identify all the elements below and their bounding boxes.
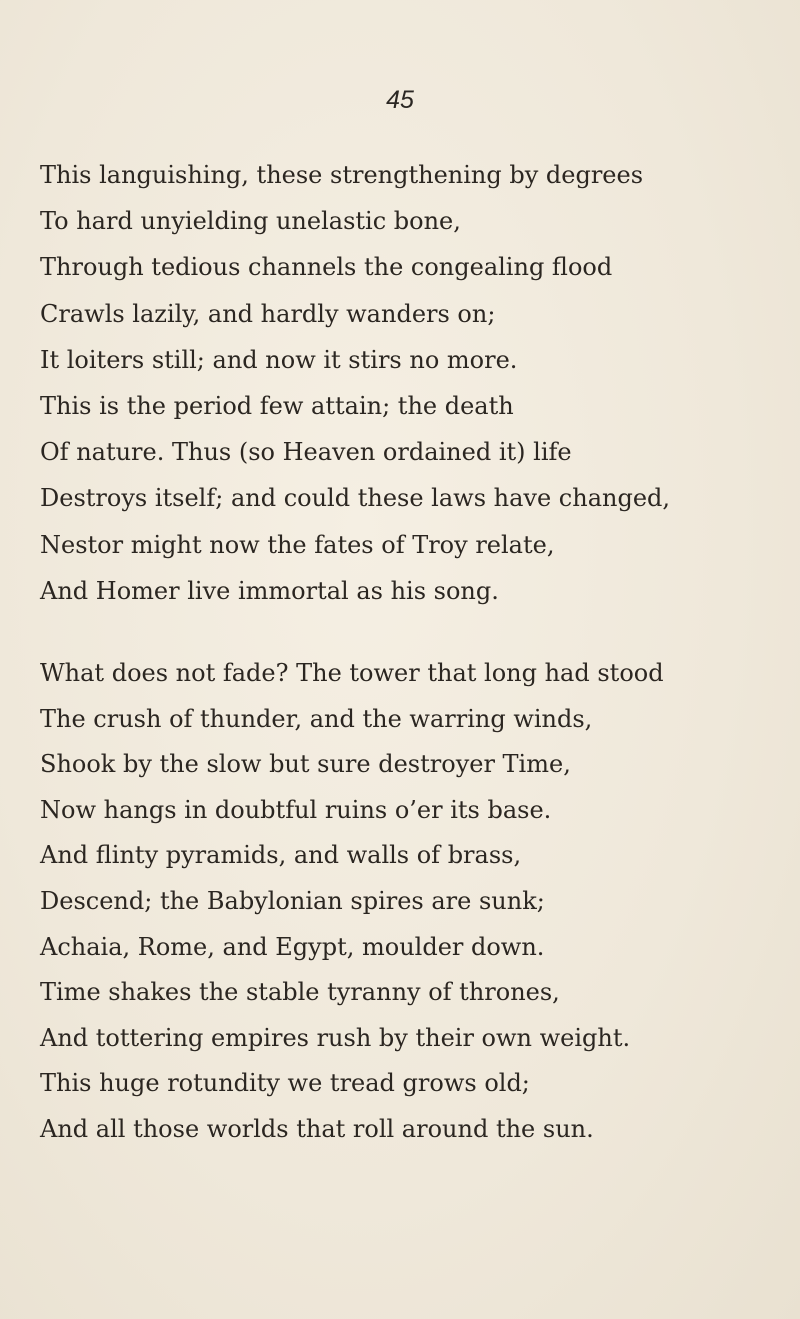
- poem-line: This huge rotundity we tread grows old;: [40, 1069, 530, 1098]
- stanza-1: [40, 152, 670, 614]
- poem-line: Shook by the slow but sure destroyer Time,: [40, 750, 571, 779]
- poem-line: And all those worlds that roll around the sun.: [40, 1114, 594, 1143]
- poem-line: Time shakes the stable tyranny of thrones,: [40, 978, 560, 1007]
- poem-line: It loiters still; and now it stirs no more.: [40, 345, 518, 374]
- poem-line: Now hangs in doubtful ruins o’er its base.: [40, 795, 552, 824]
- poem-line: This is the period few attain; the death: [40, 391, 514, 420]
- poem-line: Crawls lazily, and hardly wanders on;: [40, 299, 496, 328]
- poem-line: And Homer live immortal as his song.: [40, 576, 499, 605]
- poem-line: The crush of thunder, and the warring winds,: [40, 704, 593, 733]
- stanza-2: [40, 651, 664, 1153]
- page-number: 45: [386, 86, 414, 114]
- poem-line: And flinty pyramids, and walls of brass,: [40, 841, 522, 870]
- poem-line: This languishing, these strengthening by degrees: [40, 161, 644, 189]
- poem-line: And tottering empires rush by their own weight.: [40, 1023, 631, 1052]
- poem-line: Achaia, Rome, and Egypt, moulder down.: [40, 932, 545, 961]
- poem-line: Of nature. Thus (so Heaven ordained it) life: [40, 438, 572, 467]
- poem-line: Through tedious channels the congealing flood: [40, 253, 613, 282]
- poem-line: What does not fade? The tower that long had stood: [40, 659, 664, 687]
- poem-line: Destroys itself; and could these laws have changed,: [40, 484, 671, 513]
- poem-line: Nestor might now the fates of Troy relate,: [40, 530, 555, 559]
- poem-line: To hard unyielding unelastic bone,: [40, 207, 461, 236]
- poem-line: Descend; the Babylonian spires are sunk;: [40, 886, 545, 915]
